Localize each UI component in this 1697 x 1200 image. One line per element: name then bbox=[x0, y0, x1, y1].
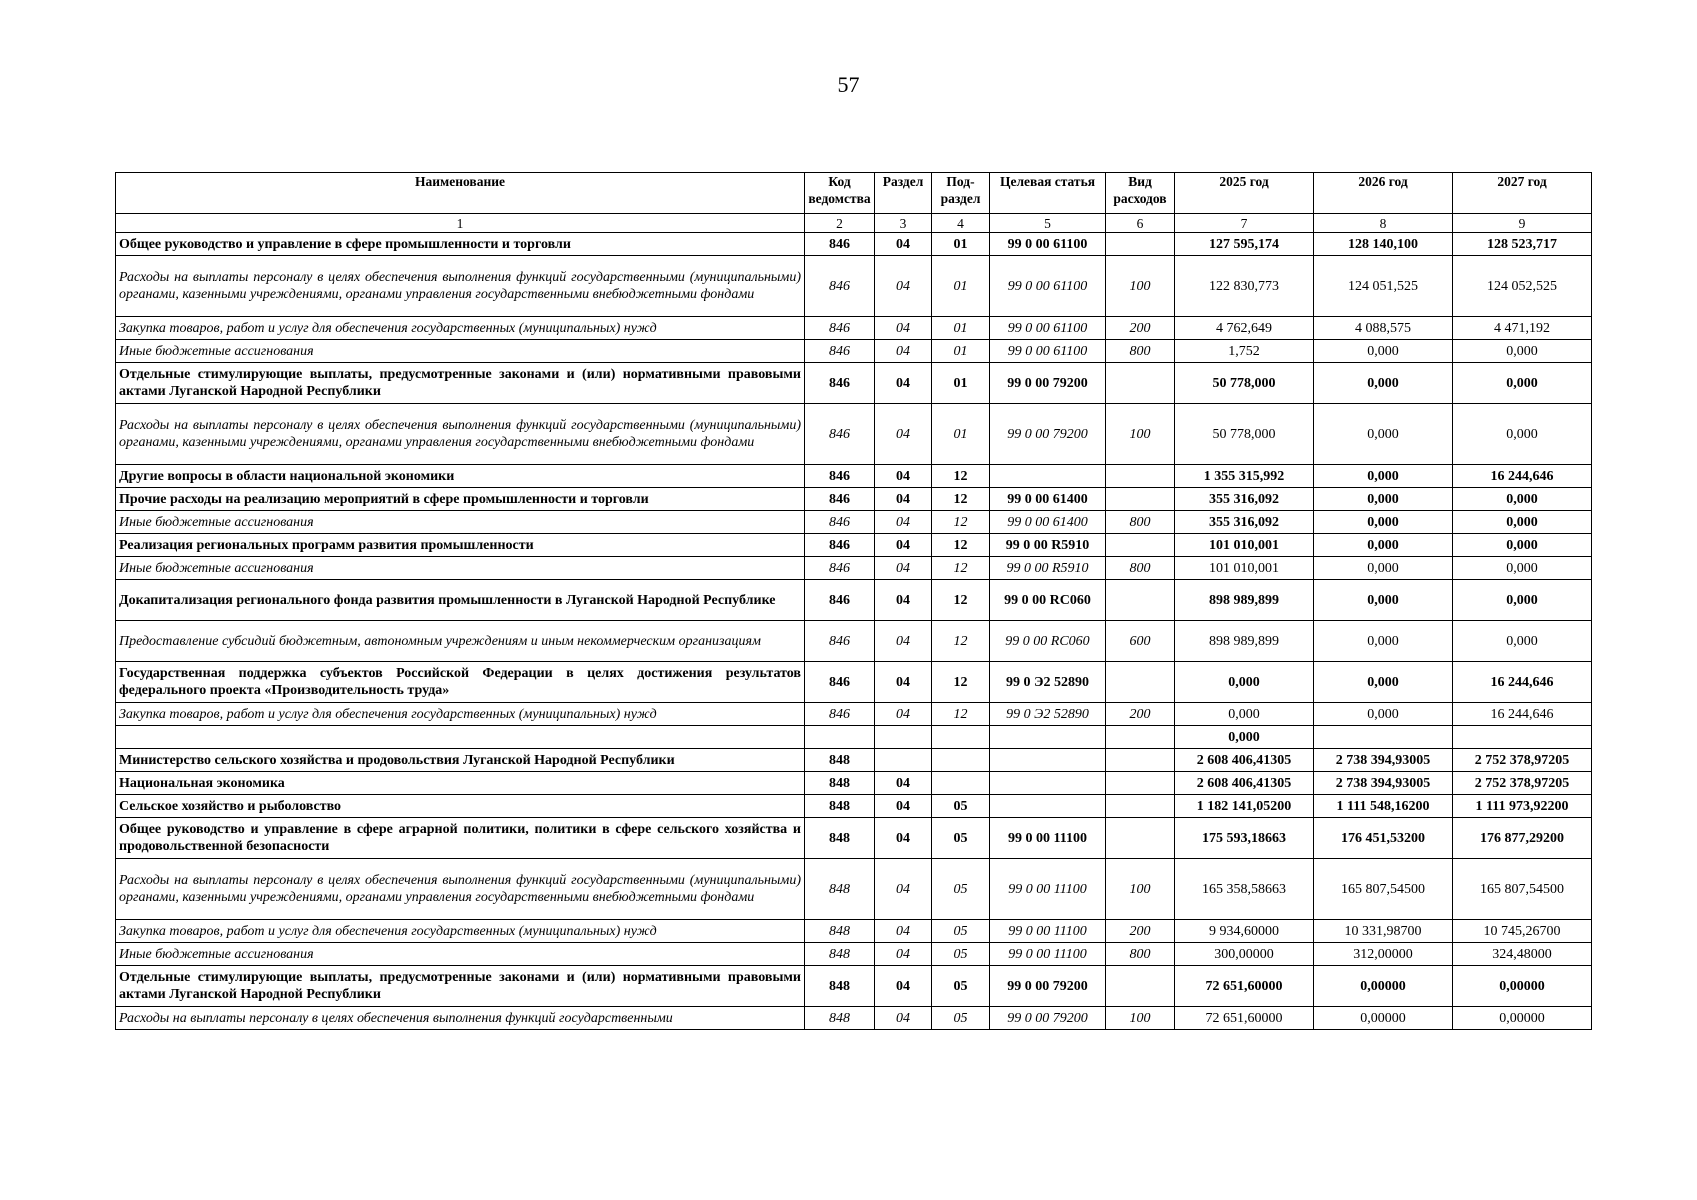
row-name: Прочие расходы на реализацию мероприятий в сфере промышленности и торговли bbox=[116, 488, 805, 511]
row-value-2026: 165 807,54500 bbox=[1314, 859, 1453, 920]
table-row bbox=[116, 465, 1592, 488]
row-value-2025: 127 595,174 bbox=[1175, 233, 1314, 256]
row-expense-type: 800 bbox=[1106, 340, 1175, 363]
row-value-2025: 122 830,773 bbox=[1175, 256, 1314, 317]
row-subsection: 12 bbox=[932, 580, 990, 621]
row-value-2025: 2 608 406,41305 bbox=[1175, 749, 1314, 772]
row-target-article bbox=[990, 465, 1106, 488]
row-dept-code: 848 bbox=[805, 772, 875, 795]
row-expense-type bbox=[1106, 749, 1175, 772]
row-target-article: 99 0 00 11100 bbox=[990, 943, 1106, 966]
row-value-2025: 1 355 315,992 bbox=[1175, 465, 1314, 488]
row-subsection: 05 bbox=[932, 943, 990, 966]
row-expense-type bbox=[1106, 726, 1175, 749]
row-target-article bbox=[990, 795, 1106, 818]
row-target-article: 99 0 00 11100 bbox=[990, 920, 1106, 943]
row-dept-code: 846 bbox=[805, 256, 875, 317]
column-number: 2 bbox=[805, 214, 875, 233]
row-dept-code: 846 bbox=[805, 511, 875, 534]
row-section: 04 bbox=[875, 703, 932, 726]
row-subsection: 05 bbox=[932, 818, 990, 859]
row-value-2026: 124 051,525 bbox=[1314, 256, 1453, 317]
row-value-2026: 176 451,53200 bbox=[1314, 818, 1453, 859]
row-value-2027: 10 745,26700 bbox=[1453, 920, 1592, 943]
row-value-2025: 50 778,000 bbox=[1175, 363, 1314, 404]
row-subsection: 12 bbox=[932, 534, 990, 557]
row-dept-code: 846 bbox=[805, 662, 875, 703]
row-value-2026: 1 111 548,16200 bbox=[1314, 795, 1453, 818]
row-dept-code: 846 bbox=[805, 465, 875, 488]
row-value-2025: 300,00000 bbox=[1175, 943, 1314, 966]
table-row bbox=[116, 256, 1592, 317]
row-value-2026: 0,000 bbox=[1314, 580, 1453, 621]
row-subsection: 05 bbox=[932, 1007, 990, 1030]
row-section: 04 bbox=[875, 557, 932, 580]
row-value-2027: 0,000 bbox=[1453, 580, 1592, 621]
row-expense-type: 200 bbox=[1106, 703, 1175, 726]
row-section bbox=[875, 726, 932, 749]
row-value-2026: 0,000 bbox=[1314, 621, 1453, 662]
row-name: Закупка товаров, работ и услуг для обеспечения государственных (муниципальных) нужд bbox=[116, 317, 805, 340]
row-target-article: 99 0 00 RC060 bbox=[990, 621, 1106, 662]
row-dept-code: 846 bbox=[805, 404, 875, 465]
row-section: 04 bbox=[875, 317, 932, 340]
row-target-article: 99 0 00 79200 bbox=[990, 363, 1106, 404]
header-name: Наименование bbox=[116, 173, 805, 214]
column-number: 3 bbox=[875, 214, 932, 233]
row-value-2027: 0,000 bbox=[1453, 511, 1592, 534]
row-expense-type bbox=[1106, 795, 1175, 818]
row-subsection: 12 bbox=[932, 557, 990, 580]
row-subsection: 05 bbox=[932, 966, 990, 1007]
row-value-2027 bbox=[1453, 726, 1592, 749]
row-target-article: 99 0 Э2 52890 bbox=[990, 662, 1106, 703]
row-dept-code: 846 bbox=[805, 580, 875, 621]
table-row bbox=[116, 966, 1592, 1007]
row-subsection: 01 bbox=[932, 256, 990, 317]
row-section: 04 bbox=[875, 943, 932, 966]
row-value-2026: 0,000 bbox=[1314, 404, 1453, 465]
row-target-article: 99 0 00 R5910 bbox=[990, 534, 1106, 557]
row-value-2026: 4 088,575 bbox=[1314, 317, 1453, 340]
row-expense-type: 100 bbox=[1106, 256, 1175, 317]
row-dept-code: 846 bbox=[805, 557, 875, 580]
row-expense-type: 800 bbox=[1106, 557, 1175, 580]
row-name: Сельское хозяйство и рыболовство bbox=[116, 795, 805, 818]
row-value-2026 bbox=[1314, 726, 1453, 749]
row-value-2026: 10 331,98700 bbox=[1314, 920, 1453, 943]
row-name: Государственная поддержка субъектов Российской Федерации в целях достижения результатов федерального проекта «Производительность труда» bbox=[116, 662, 805, 703]
row-section: 04 bbox=[875, 534, 932, 557]
row-subsection: 12 bbox=[932, 465, 990, 488]
row-expense-type bbox=[1106, 772, 1175, 795]
table-row bbox=[116, 557, 1592, 580]
table-row bbox=[116, 795, 1592, 818]
row-target-article: 99 0 00 RC060 bbox=[990, 580, 1106, 621]
table-row bbox=[116, 317, 1592, 340]
row-value-2027: 0,00000 bbox=[1453, 1007, 1592, 1030]
row-expense-type: 800 bbox=[1106, 943, 1175, 966]
row-value-2025: 0,000 bbox=[1175, 726, 1314, 749]
row-value-2026: 0,000 bbox=[1314, 465, 1453, 488]
row-value-2027: 16 244,646 bbox=[1453, 465, 1592, 488]
table-row bbox=[116, 404, 1592, 465]
row-name: Иные бюджетные ассигнования bbox=[116, 557, 805, 580]
row-section: 04 bbox=[875, 662, 932, 703]
row-section: 04 bbox=[875, 233, 932, 256]
row-name: Иные бюджетные ассигнования bbox=[116, 511, 805, 534]
row-section: 04 bbox=[875, 772, 932, 795]
budget-table bbox=[115, 172, 1592, 1030]
row-name: Иные бюджетные ассигнования bbox=[116, 943, 805, 966]
table-row bbox=[116, 534, 1592, 557]
header-dept: Код ведомства bbox=[805, 173, 875, 214]
row-subsection: 12 bbox=[932, 488, 990, 511]
row-value-2027: 0,000 bbox=[1453, 340, 1592, 363]
row-dept-code: 846 bbox=[805, 703, 875, 726]
row-value-2025: 9 934,60000 bbox=[1175, 920, 1314, 943]
row-section: 04 bbox=[875, 966, 932, 1007]
row-value-2025: 175 593,18663 bbox=[1175, 818, 1314, 859]
row-value-2027: 16 244,646 bbox=[1453, 662, 1592, 703]
row-expense-type: 800 bbox=[1106, 511, 1175, 534]
table-row bbox=[116, 233, 1592, 256]
column-number: 7 bbox=[1175, 214, 1314, 233]
row-value-2025: 355 316,092 bbox=[1175, 488, 1314, 511]
table-row bbox=[116, 1007, 1592, 1030]
row-value-2027: 324,48000 bbox=[1453, 943, 1592, 966]
row-dept-code: 846 bbox=[805, 340, 875, 363]
header-row bbox=[116, 173, 1592, 214]
column-number: 5 bbox=[990, 214, 1106, 233]
row-section: 04 bbox=[875, 256, 932, 317]
row-dept-code: 846 bbox=[805, 317, 875, 340]
row-name: Докапитализация регионального фонда развития промышленности в Луганской Народной Республике bbox=[116, 580, 805, 621]
row-name: Другие вопросы в области национальной экономики bbox=[116, 465, 805, 488]
row-section: 04 bbox=[875, 1007, 932, 1030]
table-row bbox=[116, 943, 1592, 966]
row-value-2027: 165 807,54500 bbox=[1453, 859, 1592, 920]
row-value-2026: 0,000 bbox=[1314, 557, 1453, 580]
row-section: 04 bbox=[875, 859, 932, 920]
row-target-article: 99 0 00 61400 bbox=[990, 488, 1106, 511]
row-name: Общее руководство и управление в сфере промышленности и торговли bbox=[116, 233, 805, 256]
column-number: 9 bbox=[1453, 214, 1592, 233]
row-target-article: 99 0 00 61100 bbox=[990, 256, 1106, 317]
row-dept-code: 848 bbox=[805, 943, 875, 966]
row-expense-type: 100 bbox=[1106, 1007, 1175, 1030]
row-expense-type bbox=[1106, 488, 1175, 511]
table-row bbox=[116, 662, 1592, 703]
row-expense-type bbox=[1106, 233, 1175, 256]
row-value-2025: 898 989,899 bbox=[1175, 621, 1314, 662]
row-target-article: 99 0 00 61400 bbox=[990, 511, 1106, 534]
row-dept-code: 848 bbox=[805, 966, 875, 1007]
row-value-2025: 4 762,649 bbox=[1175, 317, 1314, 340]
row-expense-type: 600 bbox=[1106, 621, 1175, 662]
column-number: 1 bbox=[116, 214, 805, 233]
row-name: Расходы на выплаты персоналу в целях обеспечения выполнения функций государственными bbox=[116, 1007, 805, 1030]
row-expense-type bbox=[1106, 966, 1175, 1007]
row-dept-code: 848 bbox=[805, 1007, 875, 1030]
row-expense-type: 100 bbox=[1106, 404, 1175, 465]
row-name: Общее руководство и управление в сфере аграрной политики, политики в сфере сельского хозяйства и продовольственной безопасности bbox=[116, 818, 805, 859]
row-name: Отдельные стимулирующие выплаты, предусмотренные законами и (или) нормативными правовыми актами Луганской Народной Республики bbox=[116, 966, 805, 1007]
table-row bbox=[116, 340, 1592, 363]
row-dept-code: 846 bbox=[805, 488, 875, 511]
table-row bbox=[116, 920, 1592, 943]
column-number-row bbox=[116, 214, 1592, 233]
row-value-2027: 0,000 bbox=[1453, 621, 1592, 662]
table-row bbox=[116, 818, 1592, 859]
row-subsection: 05 bbox=[932, 859, 990, 920]
row-value-2027: 4 471,192 bbox=[1453, 317, 1592, 340]
row-expense-type bbox=[1106, 363, 1175, 404]
row-section: 04 bbox=[875, 363, 932, 404]
row-value-2027: 128 523,717 bbox=[1453, 233, 1592, 256]
row-subsection: 01 bbox=[932, 317, 990, 340]
row-name bbox=[116, 726, 805, 749]
row-name: Расходы на выплаты персоналу в целях обеспечения выполнения функций государственными (муниципальными) органами, казенными учреждениями, органами управления государственными внебюджетными фондами bbox=[116, 859, 805, 920]
header-2025: 2025 год bbox=[1175, 173, 1314, 214]
table-row bbox=[116, 580, 1592, 621]
row-section bbox=[875, 749, 932, 772]
row-section: 04 bbox=[875, 340, 932, 363]
table-row bbox=[116, 772, 1592, 795]
row-subsection bbox=[932, 772, 990, 795]
row-value-2025: 50 778,000 bbox=[1175, 404, 1314, 465]
row-target-article: 99 0 00 61100 bbox=[990, 317, 1106, 340]
row-name: Расходы на выплаты персоналу в целях обеспечения выполнения функций государственными (муниципальными) органами, казенными учреждениями, органами управления государственными внебюджетными фондами bbox=[116, 256, 805, 317]
row-target-article bbox=[990, 726, 1106, 749]
row-value-2025: 101 010,001 bbox=[1175, 534, 1314, 557]
row-dept-code: 846 bbox=[805, 621, 875, 662]
row-name: Министерство сельского хозяйства и продовольствия Луганской Народной Республики bbox=[116, 749, 805, 772]
row-subsection: 01 bbox=[932, 233, 990, 256]
row-dept-code: 848 bbox=[805, 859, 875, 920]
header-type: Вид расходов bbox=[1106, 173, 1175, 214]
row-value-2025: 898 989,899 bbox=[1175, 580, 1314, 621]
row-value-2026: 0,000 bbox=[1314, 340, 1453, 363]
row-name: Национальная экономика bbox=[116, 772, 805, 795]
row-value-2026: 0,00000 bbox=[1314, 1007, 1453, 1030]
table-row bbox=[116, 621, 1592, 662]
row-target-article: 99 0 00 11100 bbox=[990, 859, 1106, 920]
row-value-2026: 0,000 bbox=[1314, 662, 1453, 703]
row-target-article: 99 0 00 79200 bbox=[990, 966, 1106, 1007]
row-value-2027: 1 111 973,92200 bbox=[1453, 795, 1592, 818]
row-value-2026: 312,00000 bbox=[1314, 943, 1453, 966]
row-value-2027: 176 877,29200 bbox=[1453, 818, 1592, 859]
row-expense-type: 100 bbox=[1106, 859, 1175, 920]
row-value-2025: 1 182 141,05200 bbox=[1175, 795, 1314, 818]
row-section: 04 bbox=[875, 621, 932, 662]
header-section: Раздел bbox=[875, 173, 932, 214]
row-value-2027: 0,000 bbox=[1453, 488, 1592, 511]
row-value-2027: 0,000 bbox=[1453, 404, 1592, 465]
row-name: Реализация региональных программ развития промышленности bbox=[116, 534, 805, 557]
row-name: Закупка товаров, работ и услуг для обеспечения государственных (муниципальных) нужд bbox=[116, 920, 805, 943]
row-value-2025: 2 608 406,41305 bbox=[1175, 772, 1314, 795]
row-expense-type bbox=[1106, 580, 1175, 621]
row-value-2026: 0,000 bbox=[1314, 534, 1453, 557]
row-value-2027: 0,000 bbox=[1453, 534, 1592, 557]
row-value-2025: 72 651,60000 bbox=[1175, 1007, 1314, 1030]
row-target-article: 99 0 Э2 52890 bbox=[990, 703, 1106, 726]
row-target-article bbox=[990, 749, 1106, 772]
row-value-2027: 2 752 378,97205 bbox=[1453, 772, 1592, 795]
row-section: 04 bbox=[875, 818, 932, 859]
column-number: 4 bbox=[932, 214, 990, 233]
row-name: Закупка товаров, работ и услуг для обеспечения государственных (муниципальных) нужд bbox=[116, 703, 805, 726]
row-value-2026: 2 738 394,93005 bbox=[1314, 772, 1453, 795]
header-2027: 2027 год bbox=[1453, 173, 1592, 214]
row-value-2026: 0,00000 bbox=[1314, 966, 1453, 1007]
row-subsection: 05 bbox=[932, 795, 990, 818]
table-row bbox=[116, 726, 1592, 749]
row-section: 04 bbox=[875, 580, 932, 621]
row-expense-type bbox=[1106, 534, 1175, 557]
row-target-article: 99 0 00 R5910 bbox=[990, 557, 1106, 580]
row-expense-type bbox=[1106, 818, 1175, 859]
row-value-2025: 165 358,58663 bbox=[1175, 859, 1314, 920]
column-number: 6 bbox=[1106, 214, 1175, 233]
table-row bbox=[116, 488, 1592, 511]
row-value-2027: 0,000 bbox=[1453, 557, 1592, 580]
row-subsection bbox=[932, 726, 990, 749]
row-name: Отдельные стимулирующие выплаты, предусмотренные законами и (или) нормативными правовыми актами Луганской Народной Республики bbox=[116, 363, 805, 404]
row-subsection: 05 bbox=[932, 920, 990, 943]
row-target-article: 99 0 00 61100 bbox=[990, 340, 1106, 363]
row-expense-type bbox=[1106, 662, 1175, 703]
row-subsection: 12 bbox=[932, 511, 990, 534]
header-subsection: Под-раздел bbox=[932, 173, 990, 214]
row-value-2026: 0,000 bbox=[1314, 511, 1453, 534]
row-target-article: 99 0 00 11100 bbox=[990, 818, 1106, 859]
row-section: 04 bbox=[875, 920, 932, 943]
header-target: Целевая статья bbox=[990, 173, 1106, 214]
row-value-2025: 0,000 bbox=[1175, 662, 1314, 703]
row-section: 04 bbox=[875, 404, 932, 465]
row-value-2027: 124 052,525 bbox=[1453, 256, 1592, 317]
row-dept-code: 846 bbox=[805, 233, 875, 256]
row-section: 04 bbox=[875, 511, 932, 534]
row-value-2027: 0,00000 bbox=[1453, 966, 1592, 1007]
table-row bbox=[116, 703, 1592, 726]
row-value-2026: 0,000 bbox=[1314, 363, 1453, 404]
row-section: 04 bbox=[875, 465, 932, 488]
row-subsection: 01 bbox=[932, 340, 990, 363]
page-number: 57 bbox=[837, 72, 860, 97]
row-section: 04 bbox=[875, 795, 932, 818]
row-subsection bbox=[932, 749, 990, 772]
row-value-2025: 72 651,60000 bbox=[1175, 966, 1314, 1007]
row-section: 04 bbox=[875, 488, 932, 511]
row-expense-type: 200 bbox=[1106, 920, 1175, 943]
row-dept-code: 846 bbox=[805, 534, 875, 557]
row-subsection: 12 bbox=[932, 703, 990, 726]
row-value-2026: 128 140,100 bbox=[1314, 233, 1453, 256]
row-subsection: 01 bbox=[932, 363, 990, 404]
row-name: Иные бюджетные ассигнования bbox=[116, 340, 805, 363]
row-subsection: 12 bbox=[932, 662, 990, 703]
row-value-2026: 0,000 bbox=[1314, 703, 1453, 726]
row-value-2025: 355 316,092 bbox=[1175, 511, 1314, 534]
header-2026: 2026 год bbox=[1314, 173, 1453, 214]
row-value-2025: 101 010,001 bbox=[1175, 557, 1314, 580]
table-row bbox=[116, 363, 1592, 404]
row-name: Предоставление субсидий бюджетным, автономным учреждениям и иным некоммерческим организациям bbox=[116, 621, 805, 662]
table-row bbox=[116, 511, 1592, 534]
row-expense-type bbox=[1106, 465, 1175, 488]
row-value-2027: 0,000 bbox=[1453, 363, 1592, 404]
row-target-article bbox=[990, 772, 1106, 795]
row-target-article: 99 0 00 79200 bbox=[990, 1007, 1106, 1030]
row-value-2025: 0,000 bbox=[1175, 703, 1314, 726]
row-value-2027: 2 752 378,97205 bbox=[1453, 749, 1592, 772]
row-dept-code: 848 bbox=[805, 749, 875, 772]
row-dept-code: 848 bbox=[805, 795, 875, 818]
row-subsection: 01 bbox=[932, 404, 990, 465]
row-expense-type: 200 bbox=[1106, 317, 1175, 340]
row-value-2026: 0,000 bbox=[1314, 488, 1453, 511]
column-number: 8 bbox=[1314, 214, 1453, 233]
row-target-article: 99 0 00 79200 bbox=[990, 404, 1106, 465]
row-dept-code bbox=[805, 726, 875, 749]
row-dept-code: 848 bbox=[805, 818, 875, 859]
row-target-article: 99 0 00 61100 bbox=[990, 233, 1106, 256]
table-row bbox=[116, 749, 1592, 772]
table-row bbox=[116, 859, 1592, 920]
row-dept-code: 848 bbox=[805, 920, 875, 943]
row-dept-code: 846 bbox=[805, 363, 875, 404]
row-value-2027: 16 244,646 bbox=[1453, 703, 1592, 726]
row-value-2025: 1,752 bbox=[1175, 340, 1314, 363]
row-subsection: 12 bbox=[932, 621, 990, 662]
row-value-2026: 2 738 394,93005 bbox=[1314, 749, 1453, 772]
row-name: Расходы на выплаты персоналу в целях обеспечения выполнения функций государственными (муниципальными) органами, казенными учреждениями, органами управления государственными внебюджетными фондами bbox=[116, 404, 805, 465]
